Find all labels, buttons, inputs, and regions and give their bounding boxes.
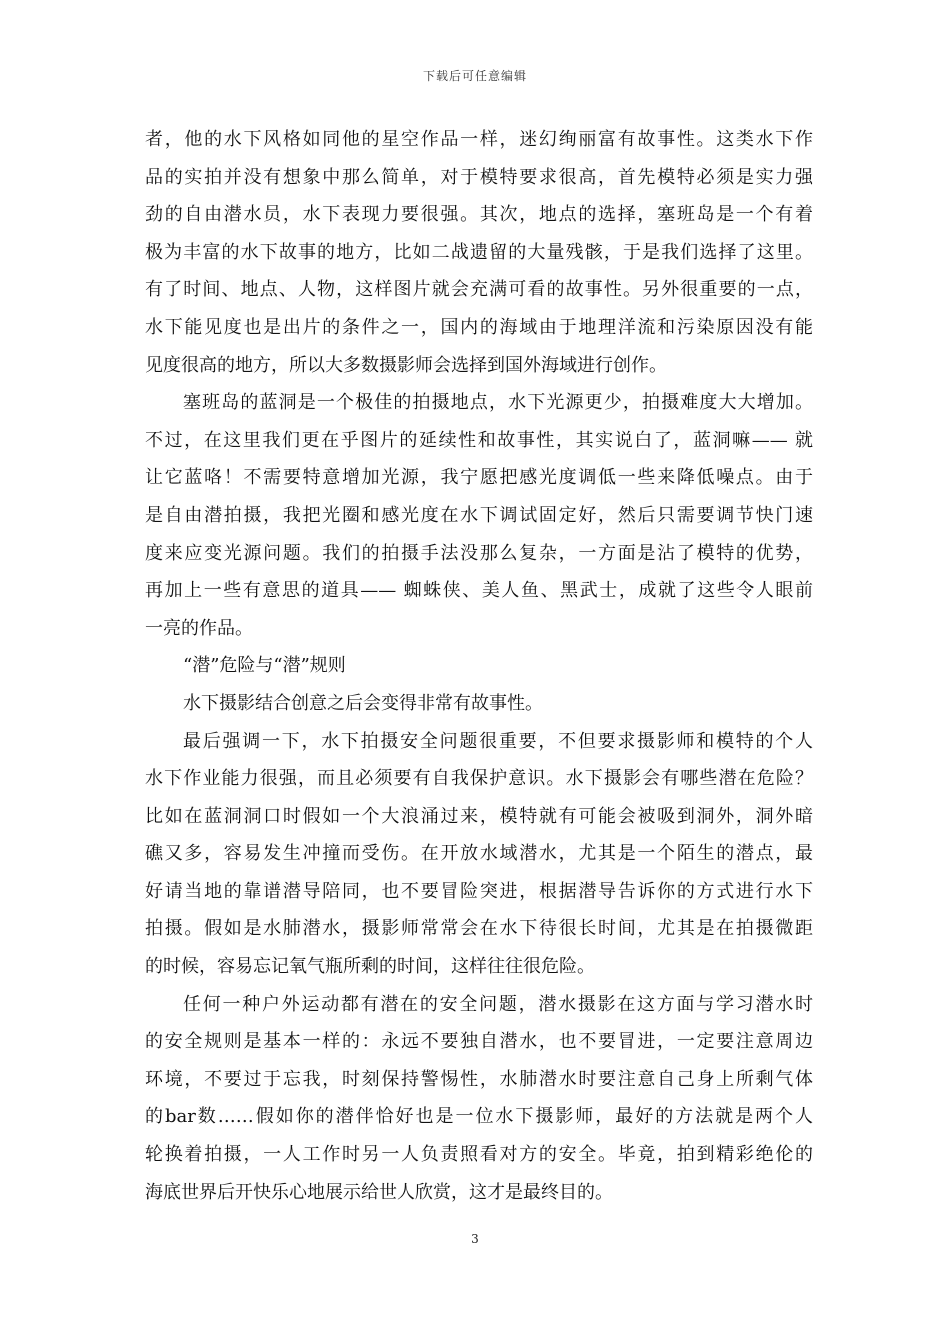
text-line: 水下摄影结合创意之后会变得非常有故事性。 [183, 692, 543, 714]
text-line: 塞班岛的蓝洞是一个极佳的拍摄地点，水下光源更少，拍摄难度大大增加。 [183, 392, 813, 414]
page-number: 3 [471, 1232, 479, 1246]
text-line: 品的实拍并没有想象中那么简单，对于模特要求很高，首先模特必须是实力强 [145, 166, 813, 188]
text-line: 让它蓝咯！不需要特意增加光源，我宁愿把感光度调低一些来降低噪点。由于 [145, 467, 813, 489]
page-header: 下载后可任意编辑 [422, 69, 527, 83]
text-line: 拍摄。假如是水肺潜水，摄影师常常会在水下待很长时间，尤其是在拍摄微距 [145, 918, 813, 940]
text-line: 不过，在这里我们更在乎图片的延续性和故事性，其实说白了，蓝洞嘛—— 就 [145, 429, 813, 451]
text-line: 是自由潜拍摄，我把光圈和感光度在水下调试固定好，然后只需要调节快门速 [145, 504, 813, 526]
text-line: 最后强调一下，水下拍摄安全问题很重要，不但要求摄影师和模特的个人 [183, 730, 813, 752]
text-line: 度来应变光源问题。我们的拍摄手法没那么复杂，一方面是沾了模特的优势， [145, 542, 813, 564]
text-line: 极为丰富的水下故事的地方，比如二战遗留的大量残骸，于是我们选择了这里。 [145, 241, 813, 263]
text-line: 礁又多，容易发生冲撞而受伤。在开放水域潜水，尤其是一个陌生的潜点，最 [145, 843, 813, 865]
text-line: 任何一种户外运动都有潜在的安全问题，潜水摄影在这方面与学习潜水时 [183, 993, 813, 1015]
document-body [145, 121, 813, 1211]
text-line: 环境，不要过于忘我，时刻保持警惕性，水肺潜水时要注意自己身上所剩气体 [145, 1068, 813, 1090]
text-line: 轮换着拍摄，一人工作时另一人负责照看对方的安全。毕竟，拍到精彩绝伦的 [145, 1144, 813, 1166]
text-line: 海底世界后开快乐心地展示给世人欣赏，这才是最终目的。 [145, 1181, 613, 1203]
text-line: “潜”危险与“潜”规则 [183, 655, 346, 677]
text-line: 有了时间、地点、人物，这样图片就会充满可看的故事性。另外很重要的一点， [145, 279, 813, 301]
text-line: 的bar数……假如你的潜伴恰好也是一位水下摄影师，最好的方法就是两个人 [145, 1106, 813, 1128]
text-line: 一亮的作品。 [145, 617, 253, 639]
text-line: 再加上一些有意思的道具—— 蜘蛛侠、美人鱼、黑武士，成就了这些令人眼前 [145, 580, 813, 602]
text-line: 见度很高的地方，所以大多数摄影师会选择到国外海域进行创作。 [145, 354, 667, 376]
text-line: 水下能见度也是出片的条件之一，国内的海域由于地理洋流和污染原因没有能 [145, 316, 813, 338]
text-line: 好请当地的靠谱潜导陪同，也不要冒险突进，根据潜导告诉你的方式进行水下 [145, 880, 813, 902]
text-line: 的安全规则是基本一样的：永远不要独自潜水，也不要冒进，一定要注意周边 [145, 1031, 813, 1053]
text-line: 水下作业能力很强，而且必须要有自我保护意识。水下摄影会有哪些潜在危险？ [145, 768, 813, 790]
text-line: 劲的自由潜水员，水下表现力要很强。其次，地点的选择，塞班岛是一个有着 [145, 204, 813, 226]
text-line: 比如在蓝洞洞口时假如一个大浪涌过来，模特就有可能会被吸到洞外，洞外暗 [145, 805, 813, 827]
text-line: 的时候，容易忘记氧气瓶所剩的时间，这样往往很危险。 [145, 956, 595, 978]
text-line: 者，他的水下风格如同他的星空作品一样，迷幻绚丽富有故事性。这类水下作 [145, 129, 813, 150]
